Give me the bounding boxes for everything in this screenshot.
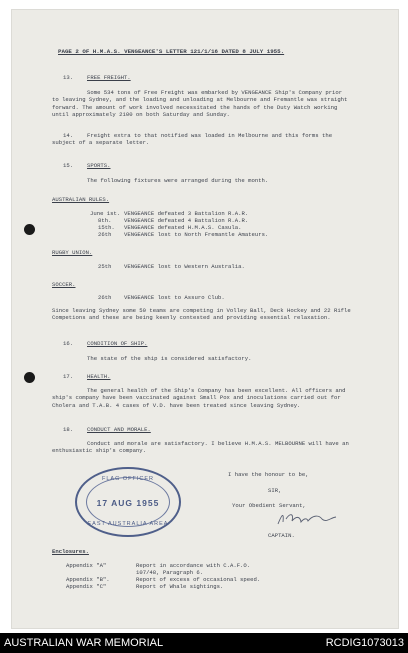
section-17-body: The general health of the Ship's Company has been excellent. All officers and ship's company have been vaccinated against Small Pox and inoculations carried out for Cholera and T.A.B. 4 cases of V.D. have been treated since leaving Sydney.	[52, 387, 346, 409]
fixture-result: VENGEANCE defeated 4 Battalion R.A.R.	[124, 217, 249, 224]
section-14-body: Freight extra to that notified was loaded in Melbourne and this forms the subject of a separate letter.	[52, 132, 333, 147]
fixture-result: VENGEANCE defeated H.M.A.S. Casula.	[124, 224, 242, 231]
fixture-result: VENGEANCE lost to North Fremantle Amateurs.	[124, 231, 269, 238]
fixture-date: 25th	[98, 263, 112, 270]
soccer-title: SOCCER.	[52, 281, 76, 288]
fixture-date: June 1st.	[90, 210, 121, 217]
archive-id: RCDIG1073013	[325, 637, 404, 649]
rugby-union-title: RUGBY UNION.	[52, 249, 93, 256]
fixture-date: 26th	[98, 231, 112, 238]
section-17-number: 17.	[63, 373, 74, 380]
section-13-title: FREE FREIGHT.	[87, 74, 131, 81]
australian-rules-title: AUSTRALIAN RULES.	[52, 196, 110, 203]
received-stamp	[75, 467, 181, 537]
stamp-bottom-text: EAST AUSTRALIA AREA	[87, 521, 169, 527]
section-16-number: 16.	[63, 340, 74, 347]
document-page	[12, 10, 398, 628]
section-13-body: Some 534 tons of Free Freight was embarked by VENGEANCE Ship's Company prior to leaving Sydney, and the loading and unloading at Melbourne and Fremantle was straight forward. The amount of work involved necessitated the hands of the Duty Watch working until approximately 2100 on both Saturday and Sunday.	[52, 89, 348, 119]
enclosure-text: Report of excess of occasional speed.	[136, 576, 261, 583]
section-18-title: CONDUCT AND MORALE.	[87, 426, 151, 433]
fixture-date: 15th.	[98, 224, 115, 231]
section-16-body: The state of the ship is considered satisfactory.	[87, 355, 252, 362]
enclosure-label: Appendix "C"	[66, 583, 107, 590]
section-15-number: 15.	[63, 162, 74, 169]
fixture-date: 26th	[98, 294, 112, 301]
enclosure-text: Report in accordance with C.A.F.O. 107/48, Paragraph 6.	[136, 562, 251, 577]
section-15-intro: The following fixtures were arranged during the month.	[87, 177, 269, 184]
section-13-number: 13.	[63, 74, 74, 81]
enclosure-label: Appendix "B".	[66, 576, 110, 583]
section-18-number: 18.	[63, 426, 74, 433]
closing-sir: SIR,	[268, 487, 282, 494]
enclosures-title: Enclosures.	[52, 548, 89, 555]
section-17-title: HEALTH.	[87, 373, 111, 380]
fixture-result: VENGEANCE defeated 3 Battalion R.A.R.	[124, 210, 249, 217]
archive-footer	[0, 633, 408, 653]
signer-title: CAPTAIN.	[268, 532, 295, 539]
stamp-date: 17 AUG 1955	[96, 498, 160, 508]
enclosure-label: Appendix "A"	[66, 562, 107, 569]
handwritten-signature	[274, 510, 344, 528]
closing-honour: I have the honour to be,	[228, 471, 309, 478]
enclosure-text: Report of Whale sightings.	[136, 583, 224, 590]
section-18-body: Conduct and morale are satisfactory. I believe H.M.A.S. MELBOURNE will have an enthusiastic ship's company.	[52, 440, 349, 455]
sports-closing: Since leaving Sydney some 50 teams are competing in Volley Ball, Deck Hockey and 22 Rifle Competions and these are being keenly contested and providing essential relaxation.	[52, 307, 351, 322]
archive-name: AUSTRALIAN WAR MEMORIAL	[4, 637, 164, 649]
closing-servant: Your Obedient Servant,	[232, 502, 306, 509]
section-15-title: SPORTS.	[87, 162, 111, 169]
page-header: PAGE 2 OF H.M.A.S. VENGEANCE'S LETTER 121/1/16 DATED 8 JULY 1955.	[58, 48, 285, 55]
letter-body	[12, 10, 398, 628]
fixture-result: VENGEANCE lost to Western Australia.	[124, 263, 245, 270]
section-14-number: 14.	[63, 132, 74, 139]
section-16-title: CONDITION OF SHIP.	[87, 340, 148, 347]
fixture-result: VENGEANCE lost to Assuro Club.	[124, 294, 225, 301]
stamp-top-text: FLAG OFFICER	[101, 476, 155, 482]
fixture-date: 8th.	[98, 217, 112, 224]
